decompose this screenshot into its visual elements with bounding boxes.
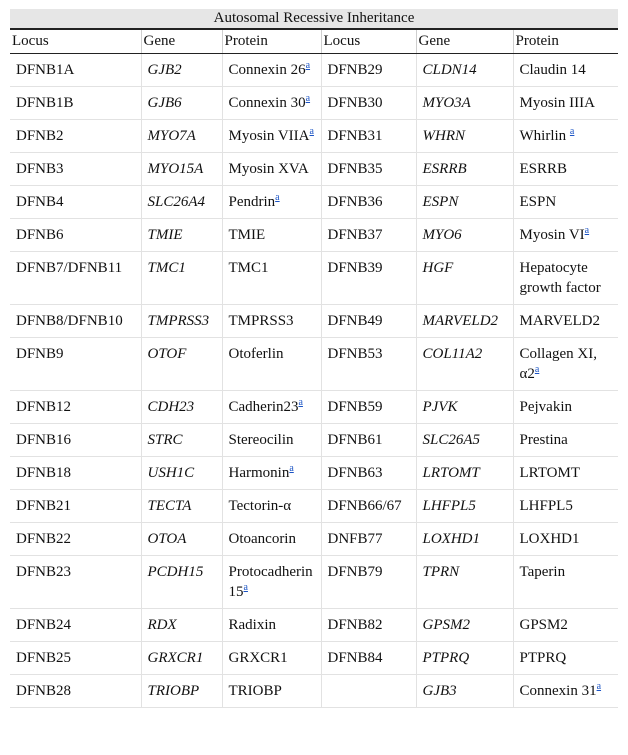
- locus-cell-text: DFNB12: [16, 399, 72, 415]
- protein-cell: [513, 457, 618, 490]
- protein-cell: [513, 252, 618, 305]
- footnote-link[interactable]: a: [243, 582, 248, 593]
- protein-cell: [513, 642, 618, 675]
- locus-cell-text: DFNB37: [327, 227, 383, 243]
- gene-cell: [141, 556, 222, 609]
- table-wrapper: [10, 9, 618, 708]
- protein-cell: [222, 305, 321, 338]
- footnote-link[interactable]: a: [298, 397, 303, 408]
- protein-cell: [222, 490, 321, 523]
- gene-cell-text: PTPRQ: [422, 650, 470, 666]
- locus-cell: [10, 338, 141, 391]
- protein-cell-text: LRTOMT: [519, 465, 580, 481]
- protein-cell: [222, 457, 321, 490]
- locus-cell-text: DFNB8/DFNB10: [16, 313, 123, 329]
- protein-cell-text: Myosin VIIA: [228, 128, 310, 144]
- gene-cell: [416, 338, 513, 391]
- locus-cell-text: DFNB21: [16, 498, 72, 514]
- locus-cell-text: DFNB9: [16, 346, 64, 362]
- protein-cell-text: ESRRB: [519, 161, 568, 177]
- table-row: [10, 675, 618, 708]
- locus-cell: [10, 457, 141, 490]
- table-row: [10, 153, 618, 186]
- gene-cell-text: GRXCR1: [147, 650, 204, 666]
- gene-cell-text: TPRN: [422, 564, 460, 580]
- gene-cell: [416, 457, 513, 490]
- gene-cell-text: LHFPL5: [422, 498, 476, 514]
- locus-cell: [10, 523, 141, 556]
- header-protein-1: Protein: [222, 30, 321, 54]
- protein-cell: [222, 556, 321, 609]
- gene-cell: [416, 523, 513, 556]
- locus-cell-text: DFNB79: [327, 564, 383, 580]
- locus-cell-text: DFNB61: [327, 432, 383, 448]
- table-row: [10, 87, 618, 120]
- gene-cell: [416, 391, 513, 424]
- table-row: [10, 252, 618, 305]
- gene-cell-text: GJB6: [147, 95, 182, 111]
- protein-cell-text: Connexin 30: [228, 95, 306, 111]
- gene-cell-text: MYO3A: [422, 95, 471, 111]
- locus-cell-text: DFNB6: [16, 227, 64, 243]
- gene-cell: [141, 424, 222, 457]
- table-row: [10, 338, 618, 391]
- protein-cell: [513, 675, 618, 708]
- locus-cell-text: DNFB77: [327, 531, 383, 547]
- protein-cell: [513, 523, 618, 556]
- gene-cell: [416, 490, 513, 523]
- protein-cell-text: TMC1: [228, 260, 269, 276]
- locus-cell-text: DFNB3: [16, 161, 64, 177]
- protein-cell-text: ESPN: [519, 194, 557, 210]
- footnote-link[interactable]: a: [534, 364, 540, 375]
- protein-cell: [222, 186, 321, 219]
- locus-cell: [321, 609, 416, 642]
- table-body: [10, 54, 618, 708]
- gene-cell-text: OTOF: [147, 346, 187, 362]
- locus-cell: [321, 391, 416, 424]
- footnote-link[interactable]: a: [305, 60, 311, 71]
- gene-cell: [416, 424, 513, 457]
- protein-cell-text: Hepatocyte growth factor: [519, 260, 601, 296]
- gene-cell: [416, 54, 513, 87]
- locus-cell: [10, 305, 141, 338]
- protein-cell-text: Taperin: [519, 564, 566, 580]
- gene-cell-text: CDH23: [147, 399, 195, 415]
- table-row: [10, 186, 618, 219]
- footnote-link[interactable]: a: [275, 192, 280, 203]
- gene-cell-text: COL11A2: [422, 346, 483, 362]
- locus-cell: [10, 153, 141, 186]
- locus-cell: [10, 556, 141, 609]
- gene-cell: [141, 523, 222, 556]
- gene-cell: [141, 120, 222, 153]
- protein-cell-text: TRIOBP: [228, 683, 282, 699]
- table-row: [10, 54, 618, 87]
- gene-cell-text: SLC26A5: [422, 432, 481, 448]
- gene-cell: [141, 338, 222, 391]
- locus-cell: [321, 523, 416, 556]
- footnote-link[interactable]: a: [596, 681, 602, 692]
- gene-cell: [141, 642, 222, 675]
- protein-cell: [513, 219, 618, 252]
- gene-cell: [416, 120, 513, 153]
- locus-cell: [321, 219, 416, 252]
- inheritance-table: [10, 30, 618, 708]
- gene-cell-text: USH1C: [147, 465, 195, 481]
- locus-cell: [10, 87, 141, 120]
- footnote-link[interactable]: a: [305, 93, 311, 104]
- locus-cell: [10, 219, 141, 252]
- locus-cell: [321, 424, 416, 457]
- protein-cell: [513, 490, 618, 523]
- locus-cell: [10, 490, 141, 523]
- gene-cell-text: GJB3: [422, 683, 457, 699]
- locus-cell: [321, 490, 416, 523]
- locus-cell-text: DFNB18: [16, 465, 72, 481]
- protein-cell-text: Pendrin: [228, 194, 276, 210]
- locus-cell: [10, 675, 141, 708]
- locus-cell-text: DFNB25: [16, 650, 72, 666]
- header-protein-2: Protein: [513, 30, 618, 54]
- locus-cell-text: DFNB49: [327, 313, 383, 329]
- protein-cell: [513, 305, 618, 338]
- gene-cell-text: MYO6: [422, 227, 462, 243]
- protein-cell-text: Harmonin: [228, 465, 290, 481]
- header-locus-1: Locus: [10, 30, 141, 54]
- gene-cell-text: LRTOMT: [422, 465, 480, 481]
- protein-cell-text: Radixin: [228, 617, 276, 633]
- protein-cell-text: Myosin VI: [519, 227, 585, 243]
- table-row: [10, 219, 618, 252]
- gene-cell: [141, 252, 222, 305]
- locus-cell-text: DFNB23: [16, 564, 72, 580]
- protein-cell: [222, 523, 321, 556]
- gene-cell: [141, 391, 222, 424]
- gene-cell-text: OTOA: [147, 531, 187, 547]
- gene-cell: [141, 305, 222, 338]
- protein-cell-text: Connexin 31: [519, 683, 597, 699]
- footnote-link[interactable]: a: [289, 463, 294, 474]
- locus-cell: [321, 186, 416, 219]
- locus-cell: [321, 252, 416, 305]
- gene-cell: [141, 54, 222, 87]
- protein-cell-text: Tectorin-α: [228, 498, 292, 514]
- locus-cell-text: DFNB29: [327, 62, 383, 78]
- locus-cell-text: DFNB84: [327, 650, 383, 666]
- gene-cell: [416, 556, 513, 609]
- locus-cell: [321, 642, 416, 675]
- table-row: [10, 609, 618, 642]
- protein-cell-text: Protocadherin 15: [228, 564, 313, 600]
- locus-cell-text: DFNB30: [327, 95, 383, 111]
- locus-cell: [321, 457, 416, 490]
- locus-cell-text: DFNB82: [327, 617, 383, 633]
- gene-cell: [141, 457, 222, 490]
- gene-cell-text: SLC26A4: [147, 194, 206, 210]
- protein-cell: [513, 338, 618, 391]
- protein-cell-text: GPSM2: [519, 617, 568, 633]
- protein-cell: [513, 391, 618, 424]
- table-title: Autosomal Recessive Inheritance: [10, 9, 618, 30]
- table-row: [10, 424, 618, 457]
- protein-cell: [222, 219, 321, 252]
- locus-cell-text: DFNB35: [327, 161, 383, 177]
- gene-cell-text: GPSM2: [422, 617, 470, 633]
- gene-cell: [141, 153, 222, 186]
- protein-cell: [222, 54, 321, 87]
- locus-cell-text: DFNB7/DFNB11: [16, 260, 123, 276]
- gene-cell-text: PJVK: [422, 399, 458, 415]
- gene-cell: [416, 609, 513, 642]
- locus-cell-text: DFNB63: [327, 465, 383, 481]
- protein-cell-text: TMIE: [228, 227, 266, 243]
- protein-cell: [513, 424, 618, 457]
- table-row: [10, 457, 618, 490]
- protein-cell: [222, 120, 321, 153]
- locus-cell: [321, 556, 416, 609]
- protein-cell: [222, 153, 321, 186]
- locus-cell-text: DFNB16: [16, 432, 72, 448]
- gene-cell-text: RDX: [147, 617, 177, 633]
- protein-cell-text: Myosin XVA: [228, 161, 309, 177]
- header-row: [10, 30, 618, 54]
- protein-cell-text: Cadherin23: [228, 399, 299, 415]
- gene-cell-text: STRC: [147, 432, 183, 448]
- footnote-link[interactable]: a: [569, 126, 575, 137]
- gene-cell: [141, 87, 222, 120]
- protein-cell-text: Prestina: [519, 432, 568, 448]
- protein-cell-text: LHFPL5: [519, 498, 573, 514]
- locus-cell-text: DFNB59: [327, 399, 383, 415]
- locus-cell: [321, 54, 416, 87]
- table-row: [10, 556, 618, 609]
- protein-cell: [222, 252, 321, 305]
- protein-cell-text: MARVELD2: [519, 313, 600, 329]
- gene-cell-text: TRIOBP: [147, 683, 200, 699]
- gene-cell: [416, 219, 513, 252]
- protein-cell: [222, 87, 321, 120]
- gene-cell: [141, 186, 222, 219]
- protein-cell-text: Myosin IIIA: [519, 95, 595, 111]
- locus-cell-text: DFNB4: [16, 194, 64, 210]
- locus-cell: [10, 120, 141, 153]
- locus-cell: [321, 87, 416, 120]
- gene-cell: [416, 305, 513, 338]
- locus-cell: [10, 609, 141, 642]
- gene-cell: [141, 675, 222, 708]
- gene-cell-text: TMIE: [147, 227, 183, 243]
- protein-cell-text: Whirlin: [519, 128, 570, 144]
- gene-cell-text: HGF: [422, 260, 454, 276]
- locus-cell-text: DFNB53: [327, 346, 383, 362]
- locus-cell-text: DFNB39: [327, 260, 383, 276]
- table-row: [10, 523, 618, 556]
- header-gene-1: Gene: [141, 30, 222, 54]
- gene-cell-text: CLDN14: [422, 62, 477, 78]
- gene-cell-text: MYO15A: [147, 161, 204, 177]
- locus-cell: [10, 642, 141, 675]
- protein-cell-text: TMPRSS3: [228, 313, 294, 329]
- locus-cell: [10, 54, 141, 87]
- protein-cell: [513, 87, 618, 120]
- protein-cell-text: LOXHD1: [519, 531, 580, 547]
- locus-cell-text: DFNB22: [16, 531, 72, 547]
- header-gene-2: Gene: [416, 30, 513, 54]
- protein-cell: [513, 609, 618, 642]
- locus-cell: [321, 675, 416, 708]
- gene-cell-text: TECTA: [147, 498, 192, 514]
- protein-cell-text: Pejvakin: [519, 399, 572, 415]
- gene-cell-text: ESRRB: [422, 161, 467, 177]
- gene-cell: [141, 609, 222, 642]
- gene-cell-text: TMC1: [147, 260, 186, 276]
- locus-cell: [10, 424, 141, 457]
- protein-cell-text: Connexin 26: [228, 62, 306, 78]
- locus-cell: [321, 338, 416, 391]
- table-row: [10, 642, 618, 675]
- locus-cell-text: DFNB24: [16, 617, 72, 633]
- protein-cell: [513, 54, 618, 87]
- gene-cell-text: LOXHD1: [422, 531, 481, 547]
- gene-cell: [416, 186, 513, 219]
- locus-cell-text: DFNB1B: [16, 95, 74, 111]
- table-row: [10, 391, 618, 424]
- gene-cell-text: ESPN: [422, 194, 459, 210]
- gene-cell-text: MYO7A: [147, 128, 196, 144]
- locus-cell-text: DFNB31: [327, 128, 383, 144]
- protein-cell: [513, 153, 618, 186]
- gene-cell: [416, 87, 513, 120]
- gene-cell: [141, 490, 222, 523]
- protein-cell: [222, 675, 321, 708]
- protein-cell: [222, 424, 321, 457]
- gene-cell-text: GJB2: [147, 62, 182, 78]
- protein-cell: [513, 186, 618, 219]
- locus-cell-text: DFNB66/67: [327, 498, 402, 514]
- protein-cell-text: Otoferlin: [228, 346, 284, 362]
- gene-cell: [141, 219, 222, 252]
- protein-cell: [222, 642, 321, 675]
- locus-cell: [321, 153, 416, 186]
- protein-cell-text: Otoancorin: [228, 531, 296, 547]
- locus-cell: [10, 186, 141, 219]
- protein-cell-text: Stereocilin: [228, 432, 294, 448]
- protein-cell-text: Collagen XI, α2: [519, 346, 597, 382]
- protein-cell-text: PTPRQ: [519, 650, 567, 666]
- gene-cell: [416, 642, 513, 675]
- locus-cell-text: DFNB2: [16, 128, 64, 144]
- locus-cell-text: DFNB28: [16, 683, 72, 699]
- protein-cell: [222, 609, 321, 642]
- footnote-link[interactable]: a: [309, 126, 314, 137]
- table-row: [10, 490, 618, 523]
- protein-cell: [513, 556, 618, 609]
- locus-cell: [10, 391, 141, 424]
- protein-cell-text: GRXCR1: [228, 650, 288, 666]
- gene-cell-text: WHRN: [422, 128, 465, 144]
- locus-cell: [321, 305, 416, 338]
- table-row: [10, 305, 618, 338]
- gene-cell-text: MARVELD2: [422, 313, 499, 329]
- gene-cell: [416, 153, 513, 186]
- header-locus-2: Locus: [321, 30, 416, 54]
- protein-cell: [513, 120, 618, 153]
- locus-cell-text: DFNB1A: [16, 62, 75, 78]
- gene-cell: [416, 675, 513, 708]
- locus-cell-text: DFNB36: [327, 194, 383, 210]
- footnote-link[interactable]: a: [584, 225, 590, 236]
- gene-cell: [416, 252, 513, 305]
- protein-cell: [222, 338, 321, 391]
- protein-cell: [222, 391, 321, 424]
- table-row: [10, 120, 618, 153]
- protein-cell-text: Claudin 14: [519, 62, 586, 78]
- gene-cell-text: TMPRSS3: [147, 313, 210, 329]
- locus-cell: [10, 252, 141, 305]
- gene-cell-text: PCDH15: [147, 564, 204, 580]
- locus-cell: [321, 120, 416, 153]
